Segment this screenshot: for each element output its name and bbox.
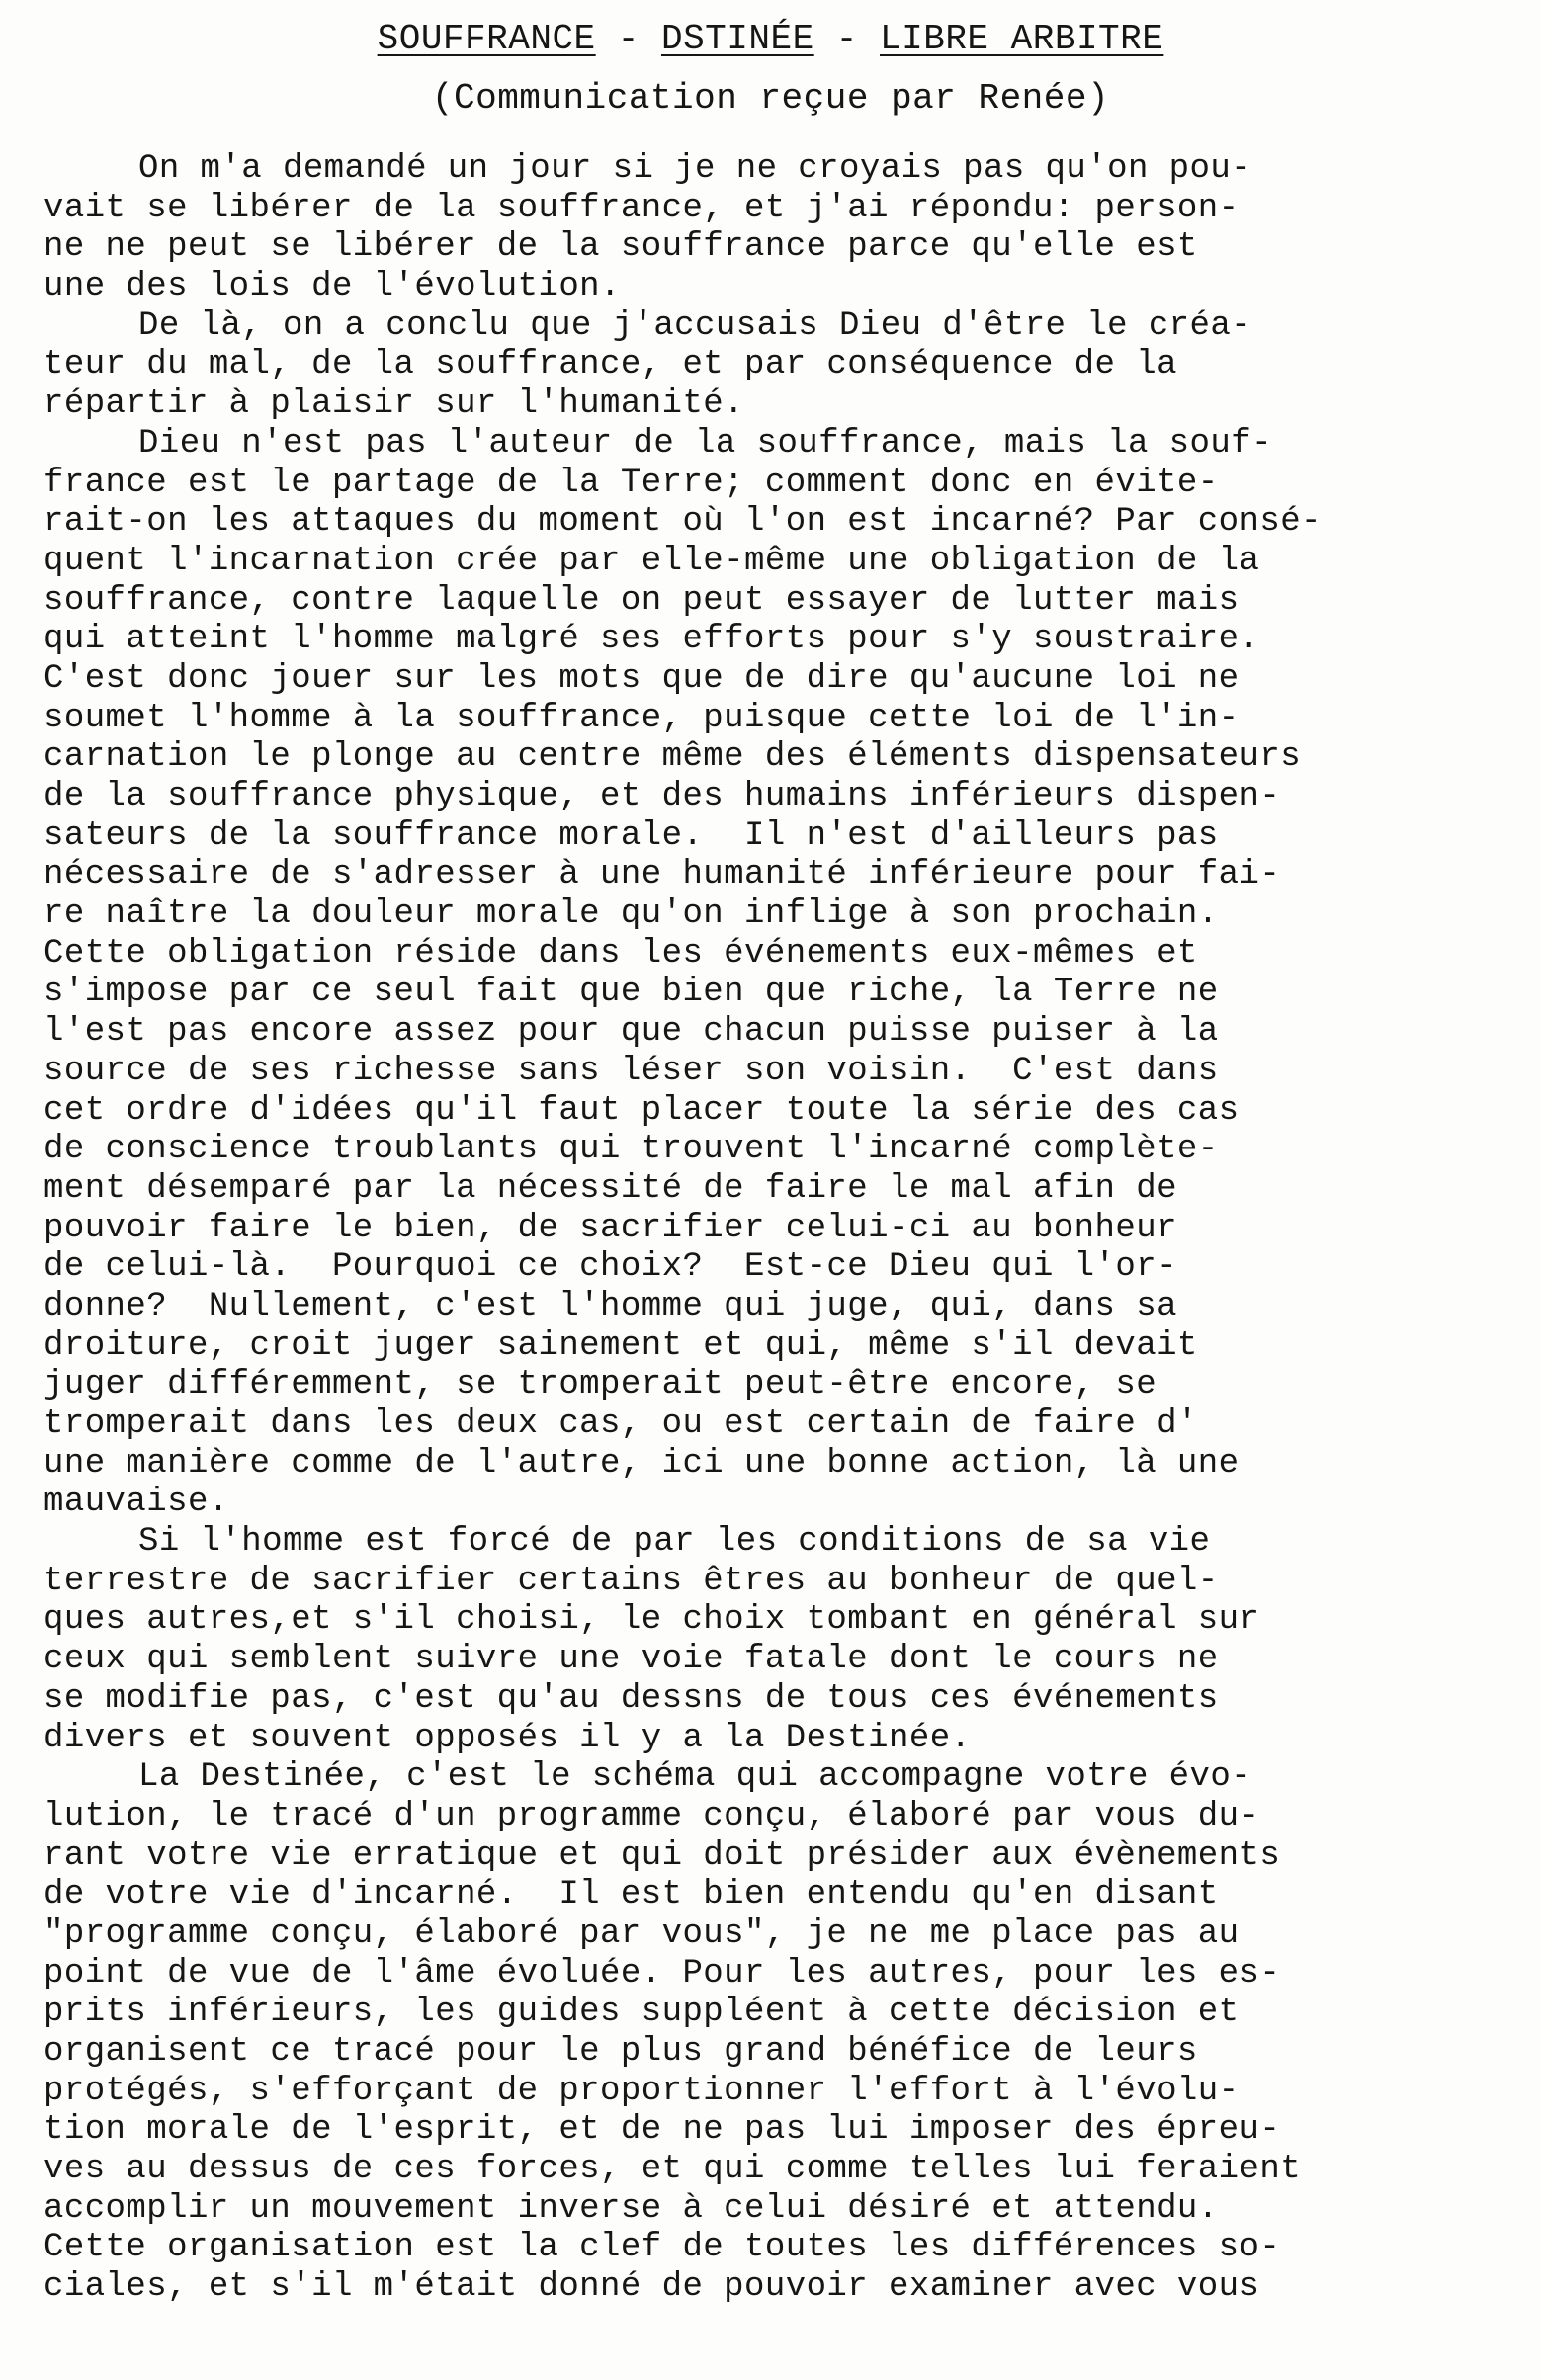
text-line [43, 1915, 1526, 1955]
line-text: répartir à plaisir sur l'humanité. [43, 385, 745, 424]
line-text: rant votre vie erratique et qui doit présider aux évènements [43, 1836, 1281, 1875]
text-line [43, 2151, 1526, 2190]
line-text: accomplir un mouvement inverse à celui désiré et attendu. [43, 2189, 1219, 2228]
text-line [43, 1798, 1526, 1837]
line-text: souffrance, contre laquelle on peut essayer de lutter mais [43, 581, 1240, 620]
line-text: Cette obligation réside dans les événements eux-mêmes et [43, 934, 1198, 973]
text-line [43, 1405, 1526, 1445]
line-text: organisent ce tracé pour le plus grand bénéfice de leurs [43, 2033, 1198, 2071]
text-line [43, 150, 1526, 190]
line-text: se modifie pas, c'est qu'au dessns de tous ces événements [43, 1679, 1219, 1718]
line-text: pouvoir faire le bien, de sacrifier celui-ci au bonheur [43, 1209, 1177, 1247]
line-text: tion morale de l'esprit, et de ne pas lui imposer des épreu- [43, 2111, 1281, 2150]
text-line [43, 1288, 1526, 1327]
line-text: De là, on a conclu que j'accusais Dieu d'être le créa- [138, 306, 1252, 345]
line-text: ment désemparé par la nécessité de faire le mal afin de [43, 1169, 1177, 1208]
text-line [43, 1720, 1526, 1759]
line-text: cet ordre d'idées qu'il faut placer toute la série des cas [43, 1091, 1240, 1130]
text-line [43, 2190, 1526, 2230]
line-text: france est le partage de la Terre; comment donc en évite- [43, 464, 1219, 502]
line-text: ques autres,et s'il choisi, le choix tombant en général sur [43, 1601, 1260, 1640]
title-part-souffrance: SOUFFRANCE [377, 19, 596, 59]
text-line [43, 1876, 1526, 1915]
text-line [43, 2229, 1526, 2268]
text-line [43, 1680, 1526, 1720]
line-text: Cette organisation est la clef de toutes les différences so- [43, 2229, 1281, 2267]
line-text: C'est donc jouer sur les mots que de dire qu'aucune loi ne [43, 659, 1240, 698]
line-text: nécessaire de s'adresser à une humanité inférieure pour fai- [43, 856, 1281, 894]
text-line [43, 935, 1526, 975]
line-text: Dieu n'est pas l'auteur de la souffrance, mais la souf- [138, 424, 1272, 463]
text-line [43, 1248, 1526, 1288]
text-line [43, 1131, 1526, 1170]
text-line [43, 1053, 1526, 1092]
text-line [43, 2111, 1526, 2151]
line-text: lution, le tracé d'un programme conçu, élaboré par vous du- [43, 1797, 1260, 1835]
title-separator: - [595, 19, 661, 59]
text-line [43, 346, 1526, 385]
text-line [43, 465, 1526, 504]
text-line [43, 974, 1526, 1013]
document-subtitle: (Communication reçue par Renée) [431, 78, 1110, 119]
text-line [43, 1955, 1526, 1995]
text-line [43, 1837, 1526, 1877]
line-text: rait-on les attaques du moment où l'on est incarné? Par consé- [43, 503, 1322, 542]
text-line [43, 1366, 1526, 1405]
text-line [43, 1013, 1526, 1053]
line-text: terrestre de sacrifier certains êtres au bonheur de quel- [43, 1562, 1219, 1600]
text-line [43, 1601, 1526, 1641]
line-text: prits inférieurs, les guides suppléent à cette décision et [43, 1994, 1240, 2032]
text-line [43, 895, 1526, 935]
line-text: droiture, croit juger sainement et qui, même s'il devait [43, 1326, 1198, 1365]
text-line [43, 817, 1526, 857]
text-line [43, 425, 1526, 465]
line-text: l'est pas encore assez pour que chacun puisse puiser à la [43, 1013, 1219, 1052]
line-text: Si l'homme est forcé de par les conditions de sa vie [138, 1523, 1211, 1562]
line-text: vait se libérer de la souffrance, et j'ai répondu: person- [43, 189, 1240, 227]
line-text: ciales, et s'il m'était donné de pouvoir examiner avec vous [43, 2268, 1260, 2307]
text-line [43, 503, 1526, 543]
text-line [43, 1994, 1526, 2033]
text-line [43, 190, 1526, 229]
text-line [43, 1563, 1526, 1602]
line-text: s'impose par ce seul fait que bien que riche, la Terre ne [43, 974, 1219, 1012]
title-part-destinee: DSTINÉE [660, 19, 814, 59]
line-text: protégés, s'efforçant de proportionner l'effort à l'évolu- [43, 2072, 1240, 2110]
text-line [43, 268, 1526, 307]
line-text: re naître la douleur morale qu'on inflige à son prochain. [43, 895, 1219, 934]
text-line [43, 307, 1526, 347]
line-text: de conscience troublants qui trouvent l'incarné complète- [43, 1131, 1219, 1169]
line-text: soumet l'homme à la souffrance, puisque cette loi de l'in- [43, 699, 1240, 737]
text-line [43, 1641, 1526, 1680]
line-text: une manière comme de l'autre, ici une bonne action, là une [43, 1444, 1240, 1483]
text-line [43, 1170, 1526, 1210]
line-text: carnation le plonge au centre même des éléments dispensateurs [43, 738, 1302, 777]
text-line [43, 738, 1526, 778]
line-text: mauvaise. [43, 1484, 229, 1522]
text-line [43, 1092, 1526, 1132]
text-line [43, 660, 1526, 700]
line-text: sateurs de la souffrance morale. Il n'est d'ailleurs pas [43, 816, 1219, 855]
text-line [43, 228, 1526, 268]
line-text: de la souffrance physique, et des humains inférieurs dispen- [43, 778, 1281, 815]
line-text: qui atteint l'homme malgré ses efforts pour s'y soustraire. [43, 621, 1260, 659]
text-line [43, 856, 1526, 895]
text-line [43, 1210, 1526, 1249]
line-text: donne? Nullement, c'est l'homme qui juge, qui, dans sa [43, 1287, 1177, 1325]
line-text: La Destinée, c'est le schéma qui accompagne votre évo- [138, 1758, 1252, 1797]
line-text: juger différemment, se tromperait peut-être encore, se [43, 1366, 1157, 1404]
text-line [43, 700, 1526, 739]
document-body [43, 150, 1526, 2308]
line-text: source de ses richesse sans léser son voisin. C'est dans [43, 1052, 1219, 1090]
line-text: teur du mal, de la souffrance, et par conséquence de la [43, 346, 1177, 384]
text-line [43, 385, 1526, 425]
line-text: quent l'incarnation crée par elle-même une obligation de la [43, 542, 1260, 580]
line-text: de votre vie d'incarné. Il est bien entendu qu'en disant [43, 1876, 1219, 1914]
line-text: ves au dessus de ces forces, et qui comme telles lui feraient [43, 2151, 1302, 2189]
text-line [43, 582, 1526, 622]
text-line [43, 1758, 1526, 1798]
text-line [43, 1327, 1526, 1367]
text-line [43, 2268, 1526, 2308]
line-text: une des lois de l'évolution. [43, 268, 621, 306]
line-text: point de vue de l'âme évoluée. Pour les autres, pour les es- [43, 1954, 1281, 1993]
text-line [43, 2073, 1526, 2112]
line-text: ne ne peut se libérer de la souffrance parce qu'elle est [43, 228, 1198, 267]
document-title [0, 18, 1541, 61]
text-line [43, 1445, 1526, 1485]
title-part-libre-arbitre: LIBRE ARBITRE [880, 19, 1164, 59]
line-text: divers et souvent opposés il y a la Destinée. [43, 1719, 972, 1757]
line-text: "programme conçu, élaboré par vous", je ne me place pas au [43, 1914, 1240, 1953]
title-separator: - [813, 19, 881, 59]
line-text: tromperait dans les deux cas, ou est certain de faire d' [43, 1405, 1198, 1443]
text-line [43, 543, 1526, 582]
text-line [43, 1484, 1526, 1523]
text-line [43, 621, 1526, 660]
line-text: ceux qui semblent suivre une voie fatale dont le cours ne [43, 1641, 1219, 1679]
text-line [43, 1523, 1526, 1563]
text-line [43, 2033, 1526, 2073]
line-text: On m'a demandé un jour si je ne croyais pas qu'on pou- [138, 150, 1252, 188]
text-line [43, 778, 1526, 817]
line-text: de celui-là. Pourquoi ce choix? Est-ce Dieu qui l'or- [43, 1248, 1177, 1287]
